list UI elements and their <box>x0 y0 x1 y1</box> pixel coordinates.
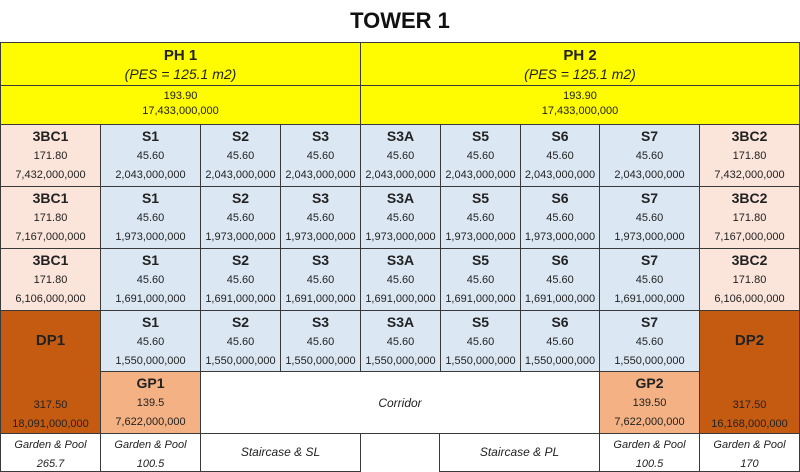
ph1-values <box>0 85 361 125</box>
unit-code: S1 <box>141 128 160 144</box>
unit-price: 6,106,000,000 <box>714 293 785 305</box>
unit-code: DP1 <box>35 332 66 349</box>
unit-area: 317.50 <box>33 399 68 411</box>
unit-code: S6 <box>551 252 569 268</box>
unit-price: 1,691,000,000 <box>524 293 596 305</box>
unit-code: S1 <box>141 190 160 206</box>
unit-price: 1,973,000,000 <box>614 231 685 243</box>
unit-price: 1,691,000,000 <box>445 293 516 305</box>
unit-cell[interactable] <box>699 248 800 311</box>
unit-area: 45.60 <box>635 150 664 162</box>
ph1-pes: (PES = 125.1 m2) <box>124 66 237 82</box>
unit-cell[interactable] <box>280 186 361 249</box>
unit-price: 1,973,000,000 <box>285 231 356 243</box>
unit-code: S3 <box>311 314 330 330</box>
unit-area: 45.60 <box>386 274 415 286</box>
unit-area: 45.60 <box>546 336 574 348</box>
staircase-pl <box>439 433 600 472</box>
unit-code: 3BC2 <box>731 128 768 144</box>
unit-area: 45.60 <box>306 336 335 348</box>
unit-cell[interactable] <box>360 310 441 373</box>
unit-cell[interactable] <box>280 124 361 187</box>
unit-code: S7 <box>640 314 659 330</box>
unit-area: 45.60 <box>306 274 335 286</box>
unit-code: S2 <box>231 314 250 330</box>
unit-price: 7,167,000,000 <box>714 231 785 243</box>
unit-price: 2,043,000,000 <box>365 169 436 181</box>
staircase-sl <box>200 433 361 472</box>
unit-code: 3BC1 <box>32 252 69 268</box>
unit-price: 7,167,000,000 <box>15 231 86 243</box>
ph2-pes: (PES = 125.1 m2) <box>524 66 636 82</box>
unit-code: S7 <box>640 128 659 144</box>
unit-price: 1,550,000,000 <box>205 355 276 367</box>
unit-price: 1,691,000,000 <box>285 293 356 305</box>
ph2-values <box>360 85 800 125</box>
unit-code: S5 <box>471 128 490 144</box>
unit-cell[interactable] <box>520 248 600 311</box>
ph2-price: 17,433,000,000 <box>541 105 619 117</box>
unit-cell[interactable] <box>200 186 281 249</box>
unit-cell[interactable] <box>100 186 201 249</box>
unit-price: 1,550,000,000 <box>614 355 685 367</box>
unit-price: 1,550,000,000 <box>285 355 356 367</box>
unit-code: S1 <box>141 252 160 268</box>
unit-price: 7,622,000,000 <box>115 416 186 428</box>
unit-code: DP2 <box>734 332 765 349</box>
unit-area: 139.50 <box>632 397 667 409</box>
unit-code: S2 <box>231 252 250 268</box>
unit-code: S6 <box>551 190 569 206</box>
unit-cell[interactable] <box>360 186 441 249</box>
unit-price: 2,043,000,000 <box>614 169 685 181</box>
unit-code: S7 <box>640 252 659 268</box>
unit-area: 45.60 <box>386 150 415 162</box>
unit-area: 45.60 <box>635 212 664 224</box>
unit-cell[interactable] <box>520 310 600 373</box>
unit-cell[interactable] <box>440 186 521 249</box>
unit-area: 45.60 <box>136 212 165 224</box>
garden-pool-label: Garden & Pool <box>613 439 686 451</box>
unit-area: 171.80 <box>33 212 68 224</box>
staircase-pl-label: Staircase & PL <box>479 445 560 459</box>
unit-price: 16,168,000,000 <box>711 418 788 430</box>
unit-code: GP1 <box>136 375 165 391</box>
unit-area: 45.60 <box>226 274 255 286</box>
unit-cell[interactable] <box>0 248 101 311</box>
unit-cell[interactable] <box>100 248 201 311</box>
unit-code: S5 <box>471 252 490 268</box>
unit-cell[interactable] <box>599 248 700 311</box>
ph2-name: PH 2 <box>563 47 597 64</box>
unit-cell[interactable] <box>440 310 521 373</box>
unit-area: 45.60 <box>226 212 255 224</box>
unit-cell[interactable] <box>699 124 800 187</box>
unit-price: 1,973,000,000 <box>115 231 186 243</box>
garden-pool-gp2 <box>599 433 700 472</box>
unit-area: 45.60 <box>226 150 255 162</box>
unit-code: S7 <box>640 190 659 206</box>
garden-pool-dp1 <box>0 433 101 472</box>
ph2-header[interactable] <box>360 42 800 86</box>
unit-area: 45.60 <box>546 212 574 224</box>
unit-price: 1,973,000,000 <box>365 231 436 243</box>
unit-price: 1,550,000,000 <box>524 355 596 367</box>
unit-cell[interactable] <box>699 186 800 249</box>
unit-dp1[interactable] <box>0 310 101 434</box>
unit-price: 1,550,000,000 <box>365 355 436 367</box>
unit-area: 45.60 <box>546 150 574 162</box>
unit-area: 45.60 <box>226 336 255 348</box>
unit-cell[interactable] <box>360 248 441 311</box>
unit-cell[interactable] <box>520 186 600 249</box>
unit-cell[interactable] <box>200 248 281 311</box>
unit-area: 45.60 <box>136 150 165 162</box>
unit-area: 45.60 <box>466 336 495 348</box>
unit-cell[interactable] <box>599 186 700 249</box>
unit-code: S2 <box>231 128 250 144</box>
unit-price: 1,691,000,000 <box>115 293 186 305</box>
unit-cell[interactable] <box>280 310 361 373</box>
unit-code: S3 <box>311 252 330 268</box>
garden-pool-area: 265.7 <box>36 458 65 470</box>
unit-gp1[interactable] <box>100 371 201 434</box>
unit-area: 45.60 <box>136 274 165 286</box>
unit-area: 45.60 <box>466 150 495 162</box>
unit-cell[interactable] <box>200 124 281 187</box>
unit-cell[interactable] <box>0 124 101 187</box>
unit-price: 7,622,000,000 <box>614 416 685 428</box>
unit-price: 2,043,000,000 <box>205 169 276 181</box>
ph1-price: 17,433,000,000 <box>142 105 219 117</box>
unit-cell[interactable] <box>280 248 361 311</box>
unit-area: 171.80 <box>33 150 68 162</box>
page-title: TOWER 1 <box>350 8 450 33</box>
unit-cell[interactable] <box>360 124 441 187</box>
unit-code: S6 <box>551 314 569 330</box>
unit-area: 45.60 <box>386 336 415 348</box>
unit-cell[interactable] <box>599 310 700 373</box>
unit-cell[interactable] <box>100 310 201 373</box>
unit-cell[interactable] <box>100 124 201 187</box>
unit-cell[interactable] <box>520 124 600 187</box>
ph1-area: 193.90 <box>163 90 198 102</box>
unit-code: 3BC1 <box>32 128 69 144</box>
garden-pool-label: Garden & Pool <box>14 439 87 451</box>
unit-price: 2,043,000,000 <box>285 169 356 181</box>
garden-pool-area: 100.5 <box>136 458 165 470</box>
unit-code: S3A <box>386 128 415 144</box>
unit-code: S1 <box>141 314 160 330</box>
unit-price: 7,432,000,000 <box>15 169 86 181</box>
unit-price: 18,091,000,000 <box>12 418 89 430</box>
unit-area: 45.60 <box>306 150 335 162</box>
unit-code: S3A <box>386 314 415 330</box>
ph1-name: PH 1 <box>163 47 198 64</box>
unit-dp2[interactable] <box>699 310 800 434</box>
garden-pool-label: Garden & Pool <box>713 439 786 451</box>
corridor <box>200 371 600 434</box>
unit-cell[interactable] <box>440 248 521 311</box>
unit-code: S3A <box>386 252 415 268</box>
unit-area: 317.50 <box>732 399 767 411</box>
unit-area: 171.80 <box>732 150 767 162</box>
unit-code: S3 <box>311 190 330 206</box>
unit-price: 7,432,000,000 <box>714 169 785 181</box>
unit-area: 45.60 <box>635 336 664 348</box>
unit-gp2[interactable] <box>599 371 700 434</box>
unit-price: 1,973,000,000 <box>205 231 276 243</box>
garden-pool-area: 170 <box>740 458 759 470</box>
garden-pool-gp1 <box>100 433 201 472</box>
unit-area: 45.60 <box>306 212 335 224</box>
unit-price: 1,973,000,000 <box>445 231 516 243</box>
unit-area: 45.60 <box>466 274 495 286</box>
ph2-area: 193.90 <box>563 90 597 102</box>
unit-price: 2,043,000,000 <box>115 169 186 181</box>
unit-cell[interactable] <box>440 124 521 187</box>
unit-code: S6 <box>551 128 569 144</box>
unit-code: 3BC2 <box>731 190 768 206</box>
garden-pool-dp2 <box>699 433 800 472</box>
unit-area: 139.5 <box>136 397 165 409</box>
unit-area: 45.60 <box>635 274 664 286</box>
unit-code: S3 <box>311 128 330 144</box>
unit-price: 1,691,000,000 <box>205 293 276 305</box>
unit-price: 1,973,000,000 <box>524 231 596 243</box>
unit-price: 2,043,000,000 <box>445 169 516 181</box>
unit-area: 45.60 <box>466 212 495 224</box>
corridor-label: Corridor <box>378 396 422 410</box>
unit-area: 45.60 <box>136 336 165 348</box>
unit-price: 1,550,000,000 <box>445 355 516 367</box>
unit-code: S5 <box>471 190 490 206</box>
unit-price: 1,550,000,000 <box>115 355 186 367</box>
unit-cell[interactable] <box>599 124 700 187</box>
unit-area: 45.60 <box>386 212 415 224</box>
unit-code: S5 <box>471 314 490 330</box>
unit-area: 171.80 <box>732 212 767 224</box>
unit-price: 1,691,000,000 <box>365 293 436 305</box>
ph1-header[interactable] <box>0 42 361 86</box>
unit-price: 6,106,000,000 <box>15 293 86 305</box>
unit-cell[interactable] <box>200 310 281 373</box>
unit-cell[interactable] <box>0 186 101 249</box>
garden-pool-area: 100.5 <box>635 458 664 470</box>
staircase-sl-label: Staircase & SL <box>240 445 321 459</box>
unit-code: GP2 <box>635 375 664 391</box>
unit-area: 171.80 <box>732 274 767 286</box>
unit-code: 3BC2 <box>731 252 768 268</box>
unit-price: 1,691,000,000 <box>614 293 685 305</box>
unit-price: 2,043,000,000 <box>524 169 596 181</box>
garden-pool-label: Garden & Pool <box>114 439 187 451</box>
unit-code: 3BC1 <box>32 190 69 206</box>
unit-area: 171.80 <box>33 274 68 286</box>
unit-area: 45.60 <box>546 274 574 286</box>
unit-code: S3A <box>386 190 415 206</box>
unit-code: S2 <box>231 190 250 206</box>
